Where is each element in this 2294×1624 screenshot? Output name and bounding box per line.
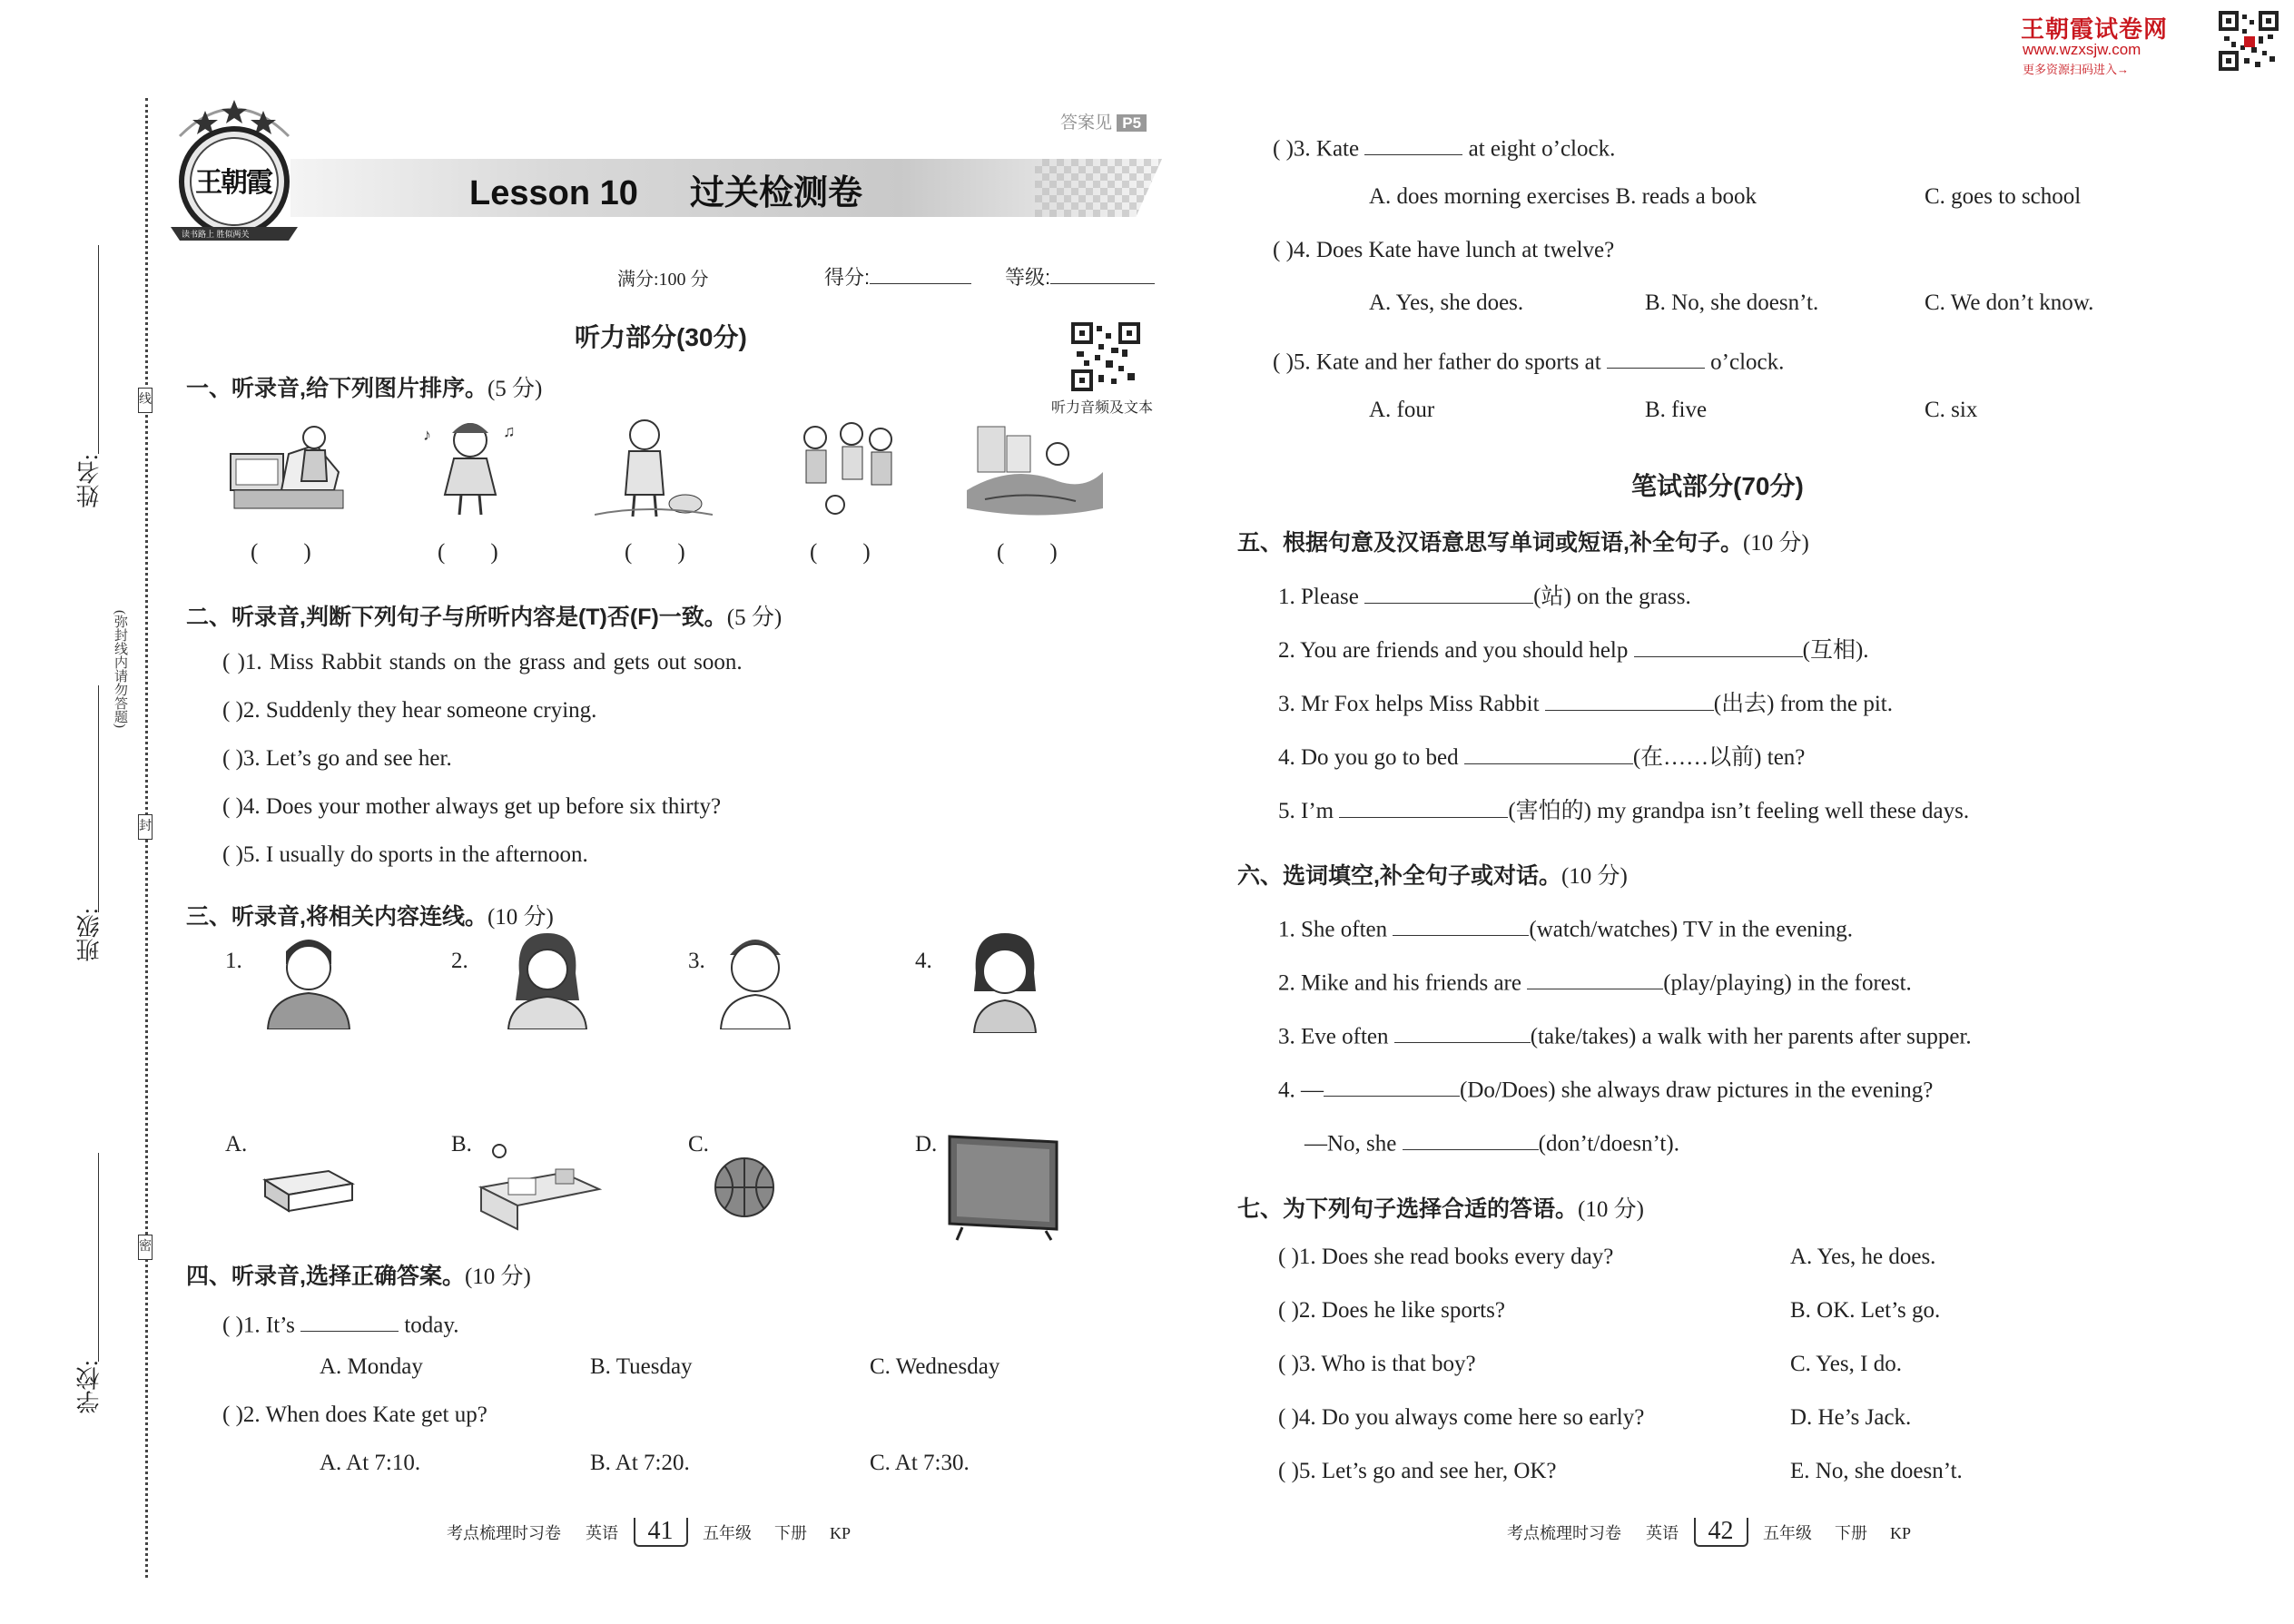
site-url[interactable]: www.wzxsjw.com [2023, 41, 2141, 58]
choose-item-2-a: 2. Mike and his friends are [1278, 970, 1521, 996]
mc-q4-stem[interactable]: ( )4. Does Kate have lunch at twelve? [1273, 238, 1615, 262]
tf-item-1[interactable]: ( )1. Miss Rabbit stands on the grass and gets out soon. [222, 650, 743, 674]
choose-item-1[interactable] [1278, 911, 1853, 942]
fill-item-3-b: from the pit. [1779, 692, 1893, 716]
qr-caption: 听力音频及文本 [1051, 400, 1154, 416]
order-paren-4[interactable]: ( ) [810, 540, 871, 565]
mc-q1-option-b[interactable]: B. Tuesday [590, 1354, 693, 1379]
mc-q3-option-c[interactable]: C. goes to school [1925, 184, 2082, 209]
choose-item-3-blank[interactable] [1394, 1019, 1531, 1043]
mc-q1-stem-b: today. [404, 1313, 459, 1338]
mc-q5-option-b[interactable]: B. five [1645, 398, 1708, 422]
fill-item-1-a: 1. Please [1278, 585, 1359, 609]
item-book[interactable] [256, 1162, 356, 1216]
grade-label: 等级: [1005, 266, 1051, 290]
tf-item-4[interactable]: ( )4. Does your mother always get up before six thirty? [222, 794, 722, 819]
mc-q1-stem[interactable] [222, 1307, 459, 1338]
fill-item-5-a: 5. I’m [1278, 799, 1334, 823]
footer-left [447, 1518, 851, 1547]
match-number-2: 2. [451, 949, 468, 973]
answer-ref-page: P5 [1117, 114, 1147, 132]
fill-item-3-hint: (出去) [1713, 692, 1775, 716]
picture-forest-pit [967, 418, 1103, 522]
school-field-line [98, 1153, 99, 1362]
site-hint: 更多资源扫码进入→ [2023, 63, 2130, 76]
footer-left-page: 41 [634, 1518, 688, 1547]
tf-item-2[interactable]: ( )2. Suddenly they hear someone crying. [222, 698, 597, 723]
fill-item-5-b: my grandpa isn’t feeling well these days. [1597, 799, 1970, 823]
mc-q3-stem[interactable] [1273, 131, 1615, 162]
choose-item-4-b: she always draw pictures in the evening? [1561, 1078, 1934, 1103]
class-field-line [98, 685, 99, 912]
fill-item-4-hint: (在……以前) [1632, 745, 1762, 770]
match-answer-e[interactable]: E. No, she doesn’t. [1790, 1459, 1963, 1483]
section6-title-text: 六、选词填空,补全句子或对话。 [1237, 863, 1561, 889]
footer-left-term: 下册 [774, 1524, 807, 1542]
match-answer-a[interactable]: A. Yes, he does. [1790, 1245, 1936, 1269]
order-paren-5[interactable]: ( ) [997, 540, 1058, 565]
score-blank[interactable] [870, 262, 971, 284]
section5-points: (10 分) [1742, 531, 1809, 556]
class-label: 班级: [76, 908, 103, 962]
portrait-woman[interactable] [497, 928, 597, 1029]
match-answer-b[interactable]: B. OK. Let’s go. [1790, 1298, 1941, 1323]
choose-item-4-blank[interactable] [1324, 1072, 1460, 1097]
mc-q4-option-c[interactable]: C. We don’t know. [1925, 290, 2094, 315]
section6-points: (10 分) [1561, 864, 1628, 889]
item-desk-clutter[interactable] [472, 1142, 608, 1233]
name-field[interactable] [73, 245, 109, 517]
section3-points: (10 分) [487, 905, 554, 930]
logo-text: 王朝霞 [195, 168, 271, 198]
choose-item-5-blank[interactable] [1403, 1126, 1539, 1150]
grade-field[interactable] [1005, 262, 1155, 290]
match-number-4: 4. [915, 949, 932, 973]
section1-title-text: 一、听录音,给下列图片排序。 [186, 376, 487, 401]
tf-item-3[interactable]: ( )3. Let’s go and see her. [222, 746, 452, 771]
brand-qr-code[interactable] [2219, 11, 2279, 71]
match-answer-d[interactable]: D. He’s Jack. [1790, 1405, 1912, 1430]
section7-title [1237, 1191, 1644, 1224]
section5-title-text: 五、根据句意及汉语意思写单词或短语,补全句子。 [1237, 530, 1743, 556]
choose-item-3-b: a walk with her parents after supper. [1641, 1024, 1972, 1049]
title-lesson: Lesson 10 [469, 174, 638, 212]
mc-q3-stem-b: at eight o’clock. [1468, 136, 1616, 162]
order-paren-2[interactable]: ( ) [438, 540, 498, 565]
fill-item-2-hint: (互相). [1802, 638, 1869, 663]
match-answer-c[interactable]: C. Yes, I do. [1790, 1352, 1902, 1376]
picture-kids-football [788, 418, 906, 517]
fill-item-3[interactable] [1278, 685, 1893, 718]
mc-q5-stem-a: ( )5. Kate and her father do sports at [1273, 349, 1601, 375]
brand-block [2021, 11, 2284, 74]
fill-item-4-blank[interactable] [1464, 740, 1633, 764]
choose-item-4-hint: (Do/Does) [1460, 1078, 1556, 1103]
logo-subtext: 读书路上 胜似两关 [182, 230, 250, 239]
writing-heading: 笔试部分(70分) [1631, 472, 1804, 500]
choose-item-3-a: 3. Eve often [1278, 1024, 1389, 1049]
section2-title [186, 599, 782, 632]
mc-q5-stem-b: o’clock. [1710, 349, 1785, 375]
page-title [469, 164, 862, 214]
section2-title-text: 二、听录音,判断下列句子与所听内容是(T)否(F)一致。 [186, 605, 727, 630]
class-field[interactable] [73, 685, 109, 985]
fill-item-3-a: 3. Mr Fox helps Miss Rabbit [1278, 692, 1540, 716]
school-field[interactable] [73, 1153, 109, 1425]
section2-points: (5 分) [726, 605, 783, 630]
fill-item-1-blank[interactable] [1364, 579, 1533, 604]
section3-title [186, 899, 554, 931]
match-question-3[interactable]: ( )3. Who is that boy? [1278, 1352, 1476, 1376]
section7-points: (10 分) [1578, 1197, 1644, 1222]
match-number-3: 3. [688, 949, 705, 973]
fill-item-2-blank[interactable] [1634, 633, 1803, 657]
answer-reference [1060, 109, 1147, 133]
footer-right-grade: 五年级 [1763, 1524, 1812, 1542]
binding-mark-secret: 密 [138, 1235, 153, 1260]
footer-right-edition: KP [1890, 1524, 1912, 1542]
footer-left-subject: 英语 [586, 1524, 618, 1542]
choose-item-5-hint: (don’t/doesn’t). [1538, 1131, 1679, 1156]
choose-item-2-blank[interactable] [1527, 965, 1663, 989]
mc-q3-stem-a: ( )3. Kate [1273, 136, 1360, 162]
choose-item-4[interactable] [1278, 1072, 1933, 1103]
portrait-man[interactable] [259, 928, 359, 1029]
picture-watching-tv [225, 418, 352, 517]
site-name: 王朝霞试卷网 [2021, 15, 2169, 43]
portrait-boy[interactable] [710, 924, 801, 1029]
footer-left-edition: KP [830, 1524, 852, 1542]
choose-item-2-b: in the forest. [1797, 970, 1912, 996]
order-paren-1[interactable]: ( ) [251, 540, 311, 565]
score-field[interactable] [824, 262, 971, 290]
footer-right-term: 下册 [1835, 1524, 1867, 1542]
mc-q2-option-a[interactable]: A. At 7:10. [320, 1451, 421, 1475]
section1-title [186, 370, 542, 403]
picture-grandpa-dog [595, 413, 713, 522]
footer-right-subject: 英语 [1646, 1524, 1679, 1542]
mc-q1-stem-a: ( )1. It’s [222, 1313, 295, 1338]
mc-q2-option-c[interactable]: C. At 7:30. [870, 1451, 970, 1475]
fill-item-2-a: 2. You are friends and you should help [1278, 638, 1629, 663]
mc-q4-option-b[interactable]: B. No, she doesn’t. [1645, 290, 1819, 315]
choose-item-1-blank[interactable] [1393, 911, 1529, 936]
binding-mark-seal: 封 [138, 814, 153, 840]
score-label: 得分: [824, 266, 871, 290]
mc-q3-blank[interactable] [1364, 131, 1462, 155]
choose-item-5-a: —No, she [1305, 1131, 1397, 1156]
section4-title [186, 1258, 531, 1291]
fill-item-1-hint: (站) [1533, 585, 1571, 609]
mc-q2-stem[interactable]: ( )2. When does Kate get up? [222, 1403, 487, 1427]
svg-text:♪: ♪ [423, 426, 431, 444]
section1-points: (5 分) [487, 377, 543, 401]
picture-girl-singing [416, 413, 525, 522]
tf-item-5[interactable]: ( )5. I usually do sports in the afternoon. [222, 842, 588, 867]
mc-q1-option-a[interactable]: A. Monday [320, 1354, 423, 1379]
mc-q2-option-b[interactable]: B. At 7:20. [590, 1451, 690, 1475]
fill-item-4[interactable] [1278, 739, 1805, 772]
match-letter-b: B. [451, 1132, 472, 1156]
match-question-2[interactable]: ( )2. Does he like sports? [1278, 1298, 1505, 1323]
footer-right [1507, 1518, 1911, 1547]
section6-title [1237, 858, 1628, 891]
mc-q3-option-ab[interactable]: A. does morning exercises B. reads a book [1369, 184, 1757, 209]
match-number-1: 1. [225, 949, 242, 973]
footer-left-series: 考点梳理时习卷 [447, 1524, 561, 1542]
section5-title [1237, 525, 1809, 557]
choose-item-1-hint: (watch/watches) [1529, 917, 1679, 942]
choose-item-4-a: 4. — [1278, 1078, 1324, 1103]
fill-item-1-b: on the grass. [1577, 585, 1691, 609]
mc-q1-option-c[interactable]: C. Wednesday [870, 1354, 1000, 1379]
choose-item-3[interactable] [1278, 1019, 1972, 1049]
checker-decoration [1035, 159, 1162, 217]
fill-item-5-blank[interactable] [1339, 793, 1508, 818]
item-basketball[interactable] [710, 1153, 779, 1222]
fill-item-4-b: ten? [1767, 745, 1806, 770]
match-letter-a: A. [225, 1132, 248, 1156]
fill-item-5[interactable] [1278, 792, 1969, 825]
grade-blank[interactable] [1050, 262, 1155, 284]
fill-item-3-blank[interactable] [1545, 686, 1714, 711]
mc-q1-blank[interactable] [300, 1307, 399, 1332]
match-question-4[interactable]: ( )4. Do you always come here so early? [1278, 1405, 1645, 1430]
footer-left-grade: 五年级 [703, 1524, 752, 1542]
full-score: 满分:100 分 [617, 270, 709, 290]
title-chinese: 过关检测卷 [690, 174, 863, 212]
mc-q4-option-a[interactable]: A. Yes, she does. [1369, 290, 1524, 315]
answer-ref-label: 答案见 [1060, 113, 1113, 133]
item-television[interactable] [944, 1133, 1062, 1242]
footer-right-page: 42 [1694, 1518, 1748, 1547]
fill-item-1[interactable] [1278, 578, 1691, 611]
binding-mark-line: 线 [138, 388, 153, 413]
fill-item-2[interactable] [1278, 632, 1869, 664]
choose-item-2[interactable] [1278, 965, 1912, 996]
choose-item-2-hint: (play/playing) [1663, 970, 1792, 996]
choose-item-5[interactable] [1305, 1126, 1679, 1156]
match-question-1[interactable]: ( )1. Does she read books every day? [1278, 1245, 1614, 1269]
section4-title-text: 四、听录音,选择正确答案。 [186, 1264, 465, 1289]
mc-q5-stem[interactable] [1273, 344, 1784, 375]
section7-title-text: 七、为下列句子选择合适的答语。 [1237, 1196, 1579, 1222]
fill-item-4-a: 4. Do you go to bed [1278, 745, 1459, 770]
mc-q5-blank[interactable] [1607, 344, 1705, 369]
choose-item-1-a: 1. She often [1278, 917, 1388, 942]
seal-note: (弥封线内请勿答题) [113, 610, 127, 728]
listening-heading: 听力部分(30分) [575, 323, 747, 351]
match-letter-d: D. [915, 1132, 938, 1156]
fill-item-5-hint: (害怕的) [1508, 799, 1592, 823]
match-letter-c: C. [688, 1132, 709, 1156]
order-paren-3[interactable]: ( ) [625, 540, 685, 565]
choose-item-1-b: TV in the evening. [1683, 917, 1853, 942]
svg-text:♫: ♫ [503, 422, 516, 440]
school-label: 学校: [76, 1360, 103, 1414]
mc-q5-option-c[interactable]: C. six [1925, 398, 1978, 422]
mc-q5-option-a[interactable]: A. four [1369, 398, 1435, 422]
section4-points: (10 分) [464, 1265, 531, 1289]
name-label: 姓名: [76, 454, 103, 508]
choose-item-3-hint: (take/takes) [1530, 1024, 1637, 1049]
section3-title-text: 三、听录音,将相关内容连线。 [186, 904, 487, 930]
name-field-line [98, 245, 99, 454]
audio-qr-code[interactable] [1071, 322, 1140, 391]
footer-right-series: 考点梳理时习卷 [1507, 1524, 1621, 1542]
portrait-girl[interactable] [958, 928, 1052, 1033]
match-question-5[interactable]: ( )5. Let’s go and see her, OK? [1278, 1459, 1557, 1483]
